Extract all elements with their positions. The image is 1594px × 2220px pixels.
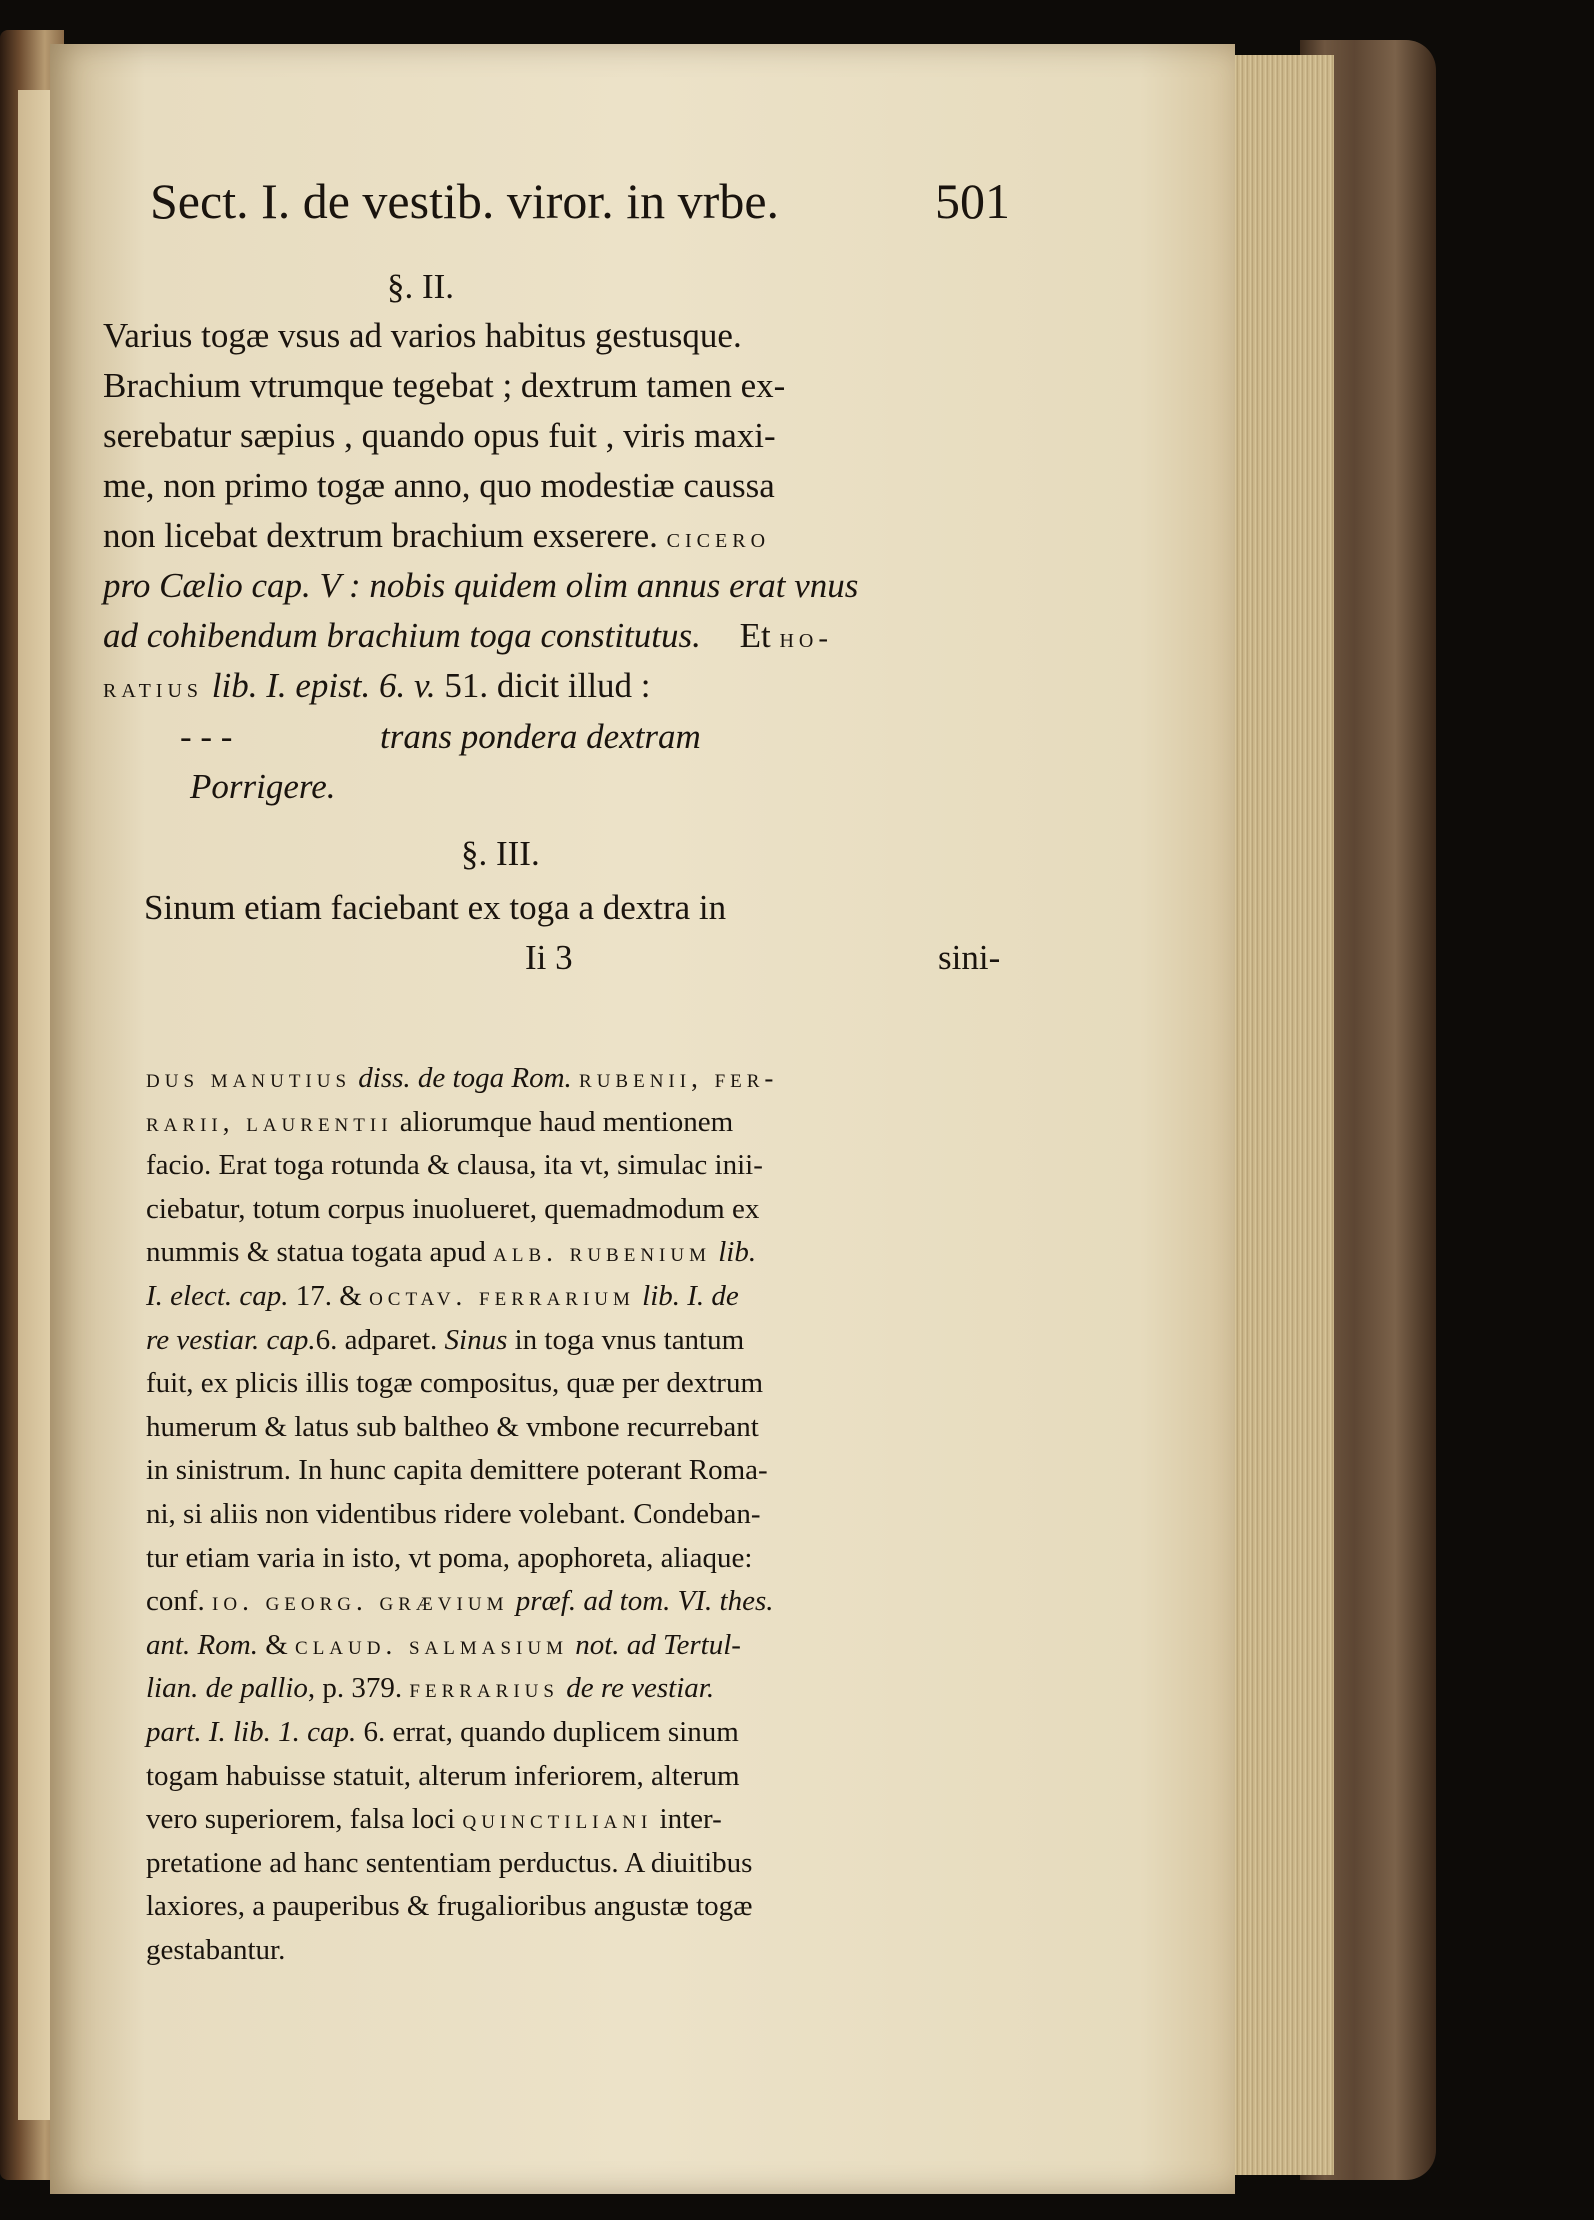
footnote-text: nummis & statua togata apud	[146, 1236, 494, 1269]
citation: lian. de pallio	[146, 1672, 308, 1705]
footnote-line	[146, 1585, 774, 1618]
section-3-heading: §. III.	[461, 834, 540, 873]
body-line	[103, 666, 651, 706]
footnote-text: ni, si aliis non videntibus ridere volebant. Condeban-	[146, 1498, 761, 1530]
footnote-line	[146, 1847, 752, 1880]
citation: not. ad Tertul-	[568, 1628, 741, 1661]
body-text: non licebat dextrum brachium exserere.	[103, 516, 658, 555]
section-2-heading: §. II.	[387, 267, 455, 306]
author-name: ferrarius	[409, 1673, 559, 1704]
page-block-edges	[1224, 55, 1334, 2175]
footnote-text: conf.	[146, 1585, 213, 1618]
body-text: Et	[739, 616, 771, 655]
author-name: quinctiliani	[462, 1804, 653, 1835]
footnote-line	[146, 1324, 744, 1357]
quote-text: ad cohibendum brachium toga constitutus.	[103, 616, 701, 655]
body-line: me, non primo togæ anno, quo modestiæ caussa	[103, 466, 775, 505]
footnote-text: fuit, ex plicis illis togæ compositus, quæ per dextrum	[146, 1367, 764, 1400]
page-number: 501	[935, 173, 1010, 229]
author-name: claud. salmasium	[295, 1629, 568, 1660]
footnote-line	[146, 1411, 759, 1444]
verse-line: trans pondera dextram	[380, 717, 701, 756]
footnote-text: inter-	[652, 1803, 722, 1836]
body-line	[103, 616, 833, 656]
running-head	[150, 172, 779, 230]
citation-number: 51.	[444, 666, 489, 705]
citation: lib.	[710, 1236, 757, 1269]
footnote-text: 6. errat, quando duplicem sinum	[356, 1716, 739, 1748]
footnote-text: facio. Erat toga rotunda & clausa, ita vt, simulac inii-	[146, 1149, 763, 1182]
verse-dashes: - - -	[180, 717, 233, 756]
footnote-text: ciebatur, totum corpus inuolueret, quemadmodum ex	[146, 1192, 760, 1225]
citation: re vestiar. cap.	[146, 1323, 316, 1356]
footnote-line	[146, 1454, 768, 1487]
footnote-text: togam habuisse statuit, alterum inferiorem, alterum	[146, 1759, 740, 1792]
footnote-text: in sinistrum. In hunc capita demittere poterant Roma-	[146, 1454, 768, 1487]
footnote-text: laxiores, a pauperibus & frugalioribus angustæ togæ	[146, 1890, 753, 1923]
author-name: dus manutius	[146, 1063, 352, 1093]
footnote-line	[146, 1498, 761, 1531]
footnote-text: humerum & latus sub baltheo & vmbone recurrebant	[146, 1410, 759, 1443]
body-text: dicit illud :	[496, 666, 651, 705]
body-line: Varius togæ vsus ad varios habitus gestusque.	[103, 316, 742, 355]
citation: lib. I. epist. 6. v.	[211, 666, 436, 705]
footnote-line	[146, 1760, 740, 1793]
footnote-text: &	[257, 1628, 296, 1661]
footnote-line	[146, 1149, 763, 1182]
page-text	[50, 44, 1235, 2194]
author-name: rarii, laurentii	[146, 1106, 393, 1137]
author-name: io. georg. grævium	[212, 1586, 509, 1617]
footnote-line	[146, 1542, 752, 1575]
citation: ant. Rom.	[146, 1628, 258, 1661]
footnote-line	[146, 1062, 778, 1095]
author-name: cicero	[666, 522, 771, 554]
footnote-line	[146, 1672, 714, 1705]
citation: diss. de toga Rom.	[351, 1062, 580, 1094]
citation: I. elect. cap.	[146, 1280, 296, 1312]
footnote-text: gestabantur.	[146, 1934, 286, 1966]
citation: de re vestiar.	[558, 1672, 715, 1705]
footnote-line	[146, 1193, 759, 1226]
running-head-title: Sect. I. de vestib. viror. in vrbe.	[150, 173, 780, 229]
body-line: Brachium vtrumque tegebat ; dextrum tamen ex-	[103, 366, 786, 405]
citation: lib. I. de	[634, 1280, 739, 1312]
footnote-line	[146, 1934, 285, 1967]
footnote-text: aliorumque haud mentionem	[392, 1105, 734, 1138]
body-line: Sinum etiam faciebant ex toga a dextra in	[144, 888, 727, 927]
footnote-text: 6. adparet.	[315, 1323, 445, 1356]
author-name: octav. ferrarium	[369, 1281, 635, 1311]
signature-mark: Ii 3	[525, 938, 573, 977]
author-name: ho-	[779, 622, 834, 654]
body-line	[103, 516, 770, 556]
citation: part. I. lib. 1. cap.	[146, 1716, 357, 1748]
body-line: serebatur sæpius , quando opus fuit , viris maxi-	[103, 416, 776, 455]
author-name: ratius	[103, 672, 204, 704]
book-page	[50, 44, 1235, 2194]
footnote-line	[146, 1629, 741, 1662]
footnote-line	[146, 1716, 739, 1749]
citation: præf. ad tom. VI. thes.	[508, 1585, 774, 1618]
footnote-line	[146, 1236, 756, 1269]
citation: Sinus	[444, 1323, 508, 1356]
footnote-text: 17. &	[295, 1280, 370, 1312]
footnote-line	[146, 1280, 739, 1313]
verse-line: Porrigere.	[190, 767, 336, 806]
footnote-text: pretatione ad hanc sententiam perductus. A diuitibus	[146, 1846, 753, 1879]
footnote-line	[146, 1803, 722, 1836]
author-name: alb. rubenium	[493, 1237, 711, 1268]
catchword: sini-	[938, 938, 1001, 977]
footnote-line	[146, 1367, 763, 1400]
author-name: rubenii, fer-	[579, 1063, 779, 1093]
body-line-quote: pro Cælio cap. V : nobis quidem olim annus erat vnus	[103, 566, 859, 605]
footnote-text: in toga vnus tantum	[507, 1323, 745, 1356]
footnote-line	[146, 1106, 733, 1139]
footnote-line	[146, 1890, 752, 1923]
footnote-text: vero superiorem, falsa loci	[146, 1803, 463, 1836]
footnote-text: tur etiam varia in isto, vt poma, apophoreta, aliaque:	[146, 1541, 753, 1574]
footnote-text: , p. 379.	[307, 1672, 410, 1705]
